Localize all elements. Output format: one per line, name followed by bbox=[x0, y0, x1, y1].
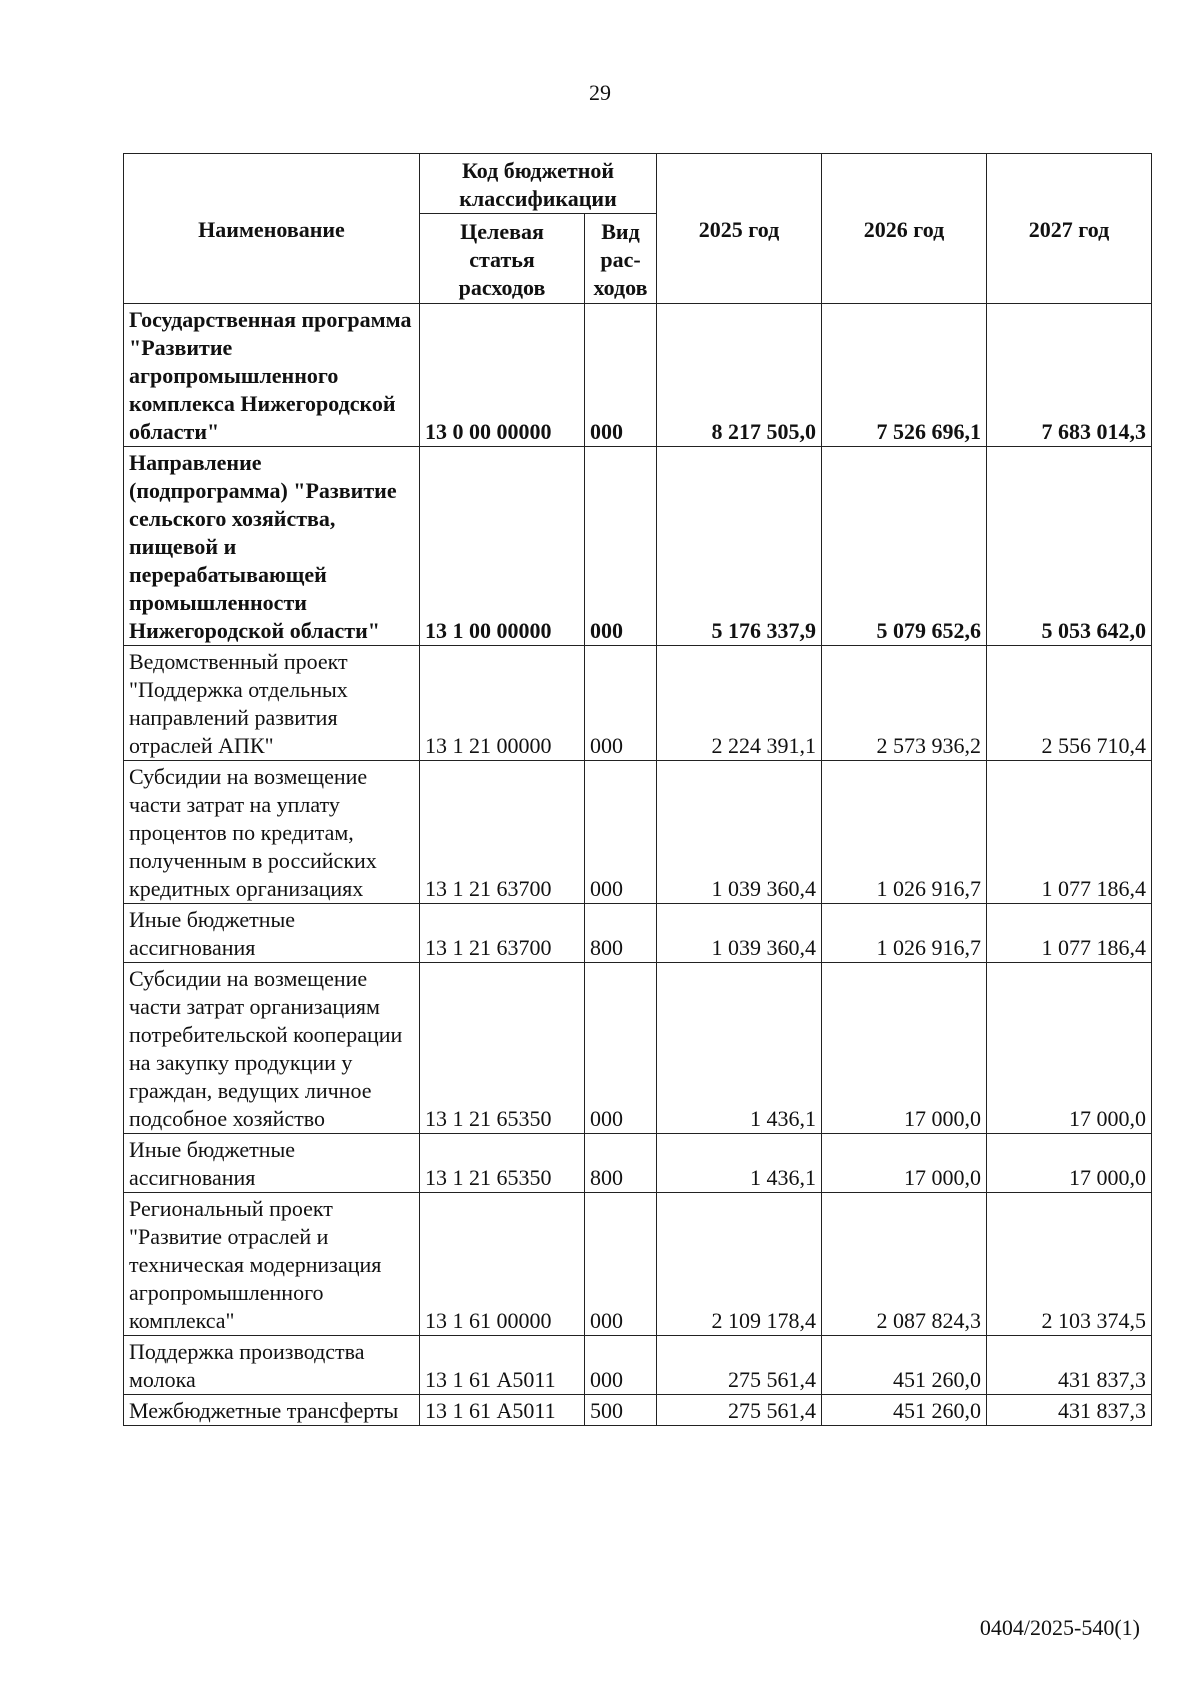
row-2025: 2 109 178,4 bbox=[657, 1193, 822, 1336]
row-type: 500 bbox=[585, 1395, 657, 1426]
row-2025: 2 224 391,1 bbox=[657, 646, 822, 761]
row-2027: 5 053 642,0 bbox=[987, 447, 1152, 646]
row-2025: 8 217 505,0 bbox=[657, 304, 822, 447]
row-name: Направление (подпрограмма) "Развитие сельского хозяйства, пищевой и перерабатывающей промышленности Нижегородской области" bbox=[124, 447, 420, 646]
table-row bbox=[124, 1336, 1152, 1395]
row-2026: 1 026 916,7 bbox=[822, 761, 987, 904]
row-2027: 17 000,0 bbox=[987, 1134, 1152, 1193]
table-row bbox=[124, 646, 1152, 761]
row-name: Субсидии на возмещение части затрат организациям потребительской кооперации на закупку продукции у граждан, ведущих личное подсобное хозяйство bbox=[124, 963, 420, 1134]
row-type: 800 bbox=[585, 904, 657, 963]
row-name: Государственная программа "Развитие агропромышленного комплекса Нижегородской области" bbox=[124, 304, 420, 447]
table-row bbox=[124, 761, 1152, 904]
row-code: 13 0 00 00000 bbox=[420, 304, 585, 447]
row-2027: 2 103 374,5 bbox=[987, 1193, 1152, 1336]
table-row bbox=[124, 304, 1152, 447]
row-2025: 275 561,4 bbox=[657, 1395, 822, 1426]
row-type: 000 bbox=[585, 304, 657, 447]
row-code: 13 1 61 00000 bbox=[420, 1193, 585, 1336]
header-budget-code: Код бюджетной классификации bbox=[420, 154, 657, 214]
row-2026: 17 000,0 bbox=[822, 963, 987, 1134]
row-type: 000 bbox=[585, 963, 657, 1134]
document-id: 0404/2025-540(1) bbox=[979, 1615, 1140, 1640]
row-name: Иные бюджетные ассигнования bbox=[124, 904, 420, 963]
table-row bbox=[124, 1395, 1152, 1426]
header-2026: 2026 год bbox=[822, 154, 987, 304]
table-row bbox=[124, 447, 1152, 646]
row-2025: 1 039 360,4 bbox=[657, 761, 822, 904]
row-name: Межбюджетные трансферты bbox=[124, 1395, 420, 1426]
row-code: 13 1 21 00000 bbox=[420, 646, 585, 761]
table-row bbox=[124, 963, 1152, 1134]
header-2027: 2027 год bbox=[987, 154, 1152, 304]
row-type: 000 bbox=[585, 646, 657, 761]
row-name: Региональный проект "Развитие отраслей и техническая модернизация агропромышленного комплекса" bbox=[124, 1193, 420, 1336]
table-row bbox=[124, 904, 1152, 963]
row-name: Иные бюджетные ассигнования bbox=[124, 1134, 420, 1193]
row-2027: 7 683 014,3 bbox=[987, 304, 1152, 447]
row-2025: 275 561,4 bbox=[657, 1336, 822, 1395]
row-code: 13 1 00 00000 bbox=[420, 447, 585, 646]
row-2026: 7 526 696,1 bbox=[822, 304, 987, 447]
row-2026: 5 079 652,6 bbox=[822, 447, 987, 646]
header-2025: 2025 год bbox=[657, 154, 822, 304]
row-type: 800 bbox=[585, 1134, 657, 1193]
budget-table bbox=[123, 153, 1152, 1426]
row-type: 000 bbox=[585, 1193, 657, 1336]
row-2027: 1 077 186,4 bbox=[987, 904, 1152, 963]
row-2026: 1 026 916,7 bbox=[822, 904, 987, 963]
header-name: Наименование bbox=[124, 154, 420, 304]
row-type: 000 bbox=[585, 447, 657, 646]
row-2026: 2 087 824,3 bbox=[822, 1193, 987, 1336]
row-2027: 1 077 186,4 bbox=[987, 761, 1152, 904]
table-row bbox=[124, 1134, 1152, 1193]
row-code: 13 1 21 65350 bbox=[420, 963, 585, 1134]
row-name: Поддержка производства молока bbox=[124, 1336, 420, 1395]
header-expense-type: Вид рас-ходов bbox=[585, 214, 657, 304]
row-name: Субсидии на возмещение части затрат на уплату процентов по кредитам, полученным в российских кредитных организациях bbox=[124, 761, 420, 904]
row-2025: 1 039 360,4 bbox=[657, 904, 822, 963]
row-name: Ведомственный проект "Поддержка отдельных направлений развития отраслей АПК" bbox=[124, 646, 420, 761]
row-2026: 17 000,0 bbox=[822, 1134, 987, 1193]
row-type: 000 bbox=[585, 1336, 657, 1395]
row-2026: 451 260,0 bbox=[822, 1336, 987, 1395]
row-2025: 1 436,1 bbox=[657, 963, 822, 1134]
row-2027: 2 556 710,4 bbox=[987, 646, 1152, 761]
row-2025: 5 176 337,9 bbox=[657, 447, 822, 646]
row-2026: 451 260,0 bbox=[822, 1395, 987, 1426]
row-code: 13 1 21 65350 bbox=[420, 1134, 585, 1193]
row-code: 13 1 61 А5011 bbox=[420, 1336, 585, 1395]
row-code: 13 1 61 А5011 bbox=[420, 1395, 585, 1426]
row-2027: 17 000,0 bbox=[987, 963, 1152, 1134]
row-2025: 1 436,1 bbox=[657, 1134, 822, 1193]
row-type: 000 bbox=[585, 761, 657, 904]
header-target-article: Целевая статья расходов bbox=[420, 214, 585, 304]
page-number: 29 bbox=[589, 80, 611, 105]
row-2026: 2 573 936,2 bbox=[822, 646, 987, 761]
row-code: 13 1 21 63700 bbox=[420, 761, 585, 904]
row-code: 13 1 21 63700 bbox=[420, 904, 585, 963]
row-2027: 431 837,3 bbox=[987, 1395, 1152, 1426]
table-row bbox=[124, 1193, 1152, 1336]
row-2027: 431 837,3 bbox=[987, 1336, 1152, 1395]
